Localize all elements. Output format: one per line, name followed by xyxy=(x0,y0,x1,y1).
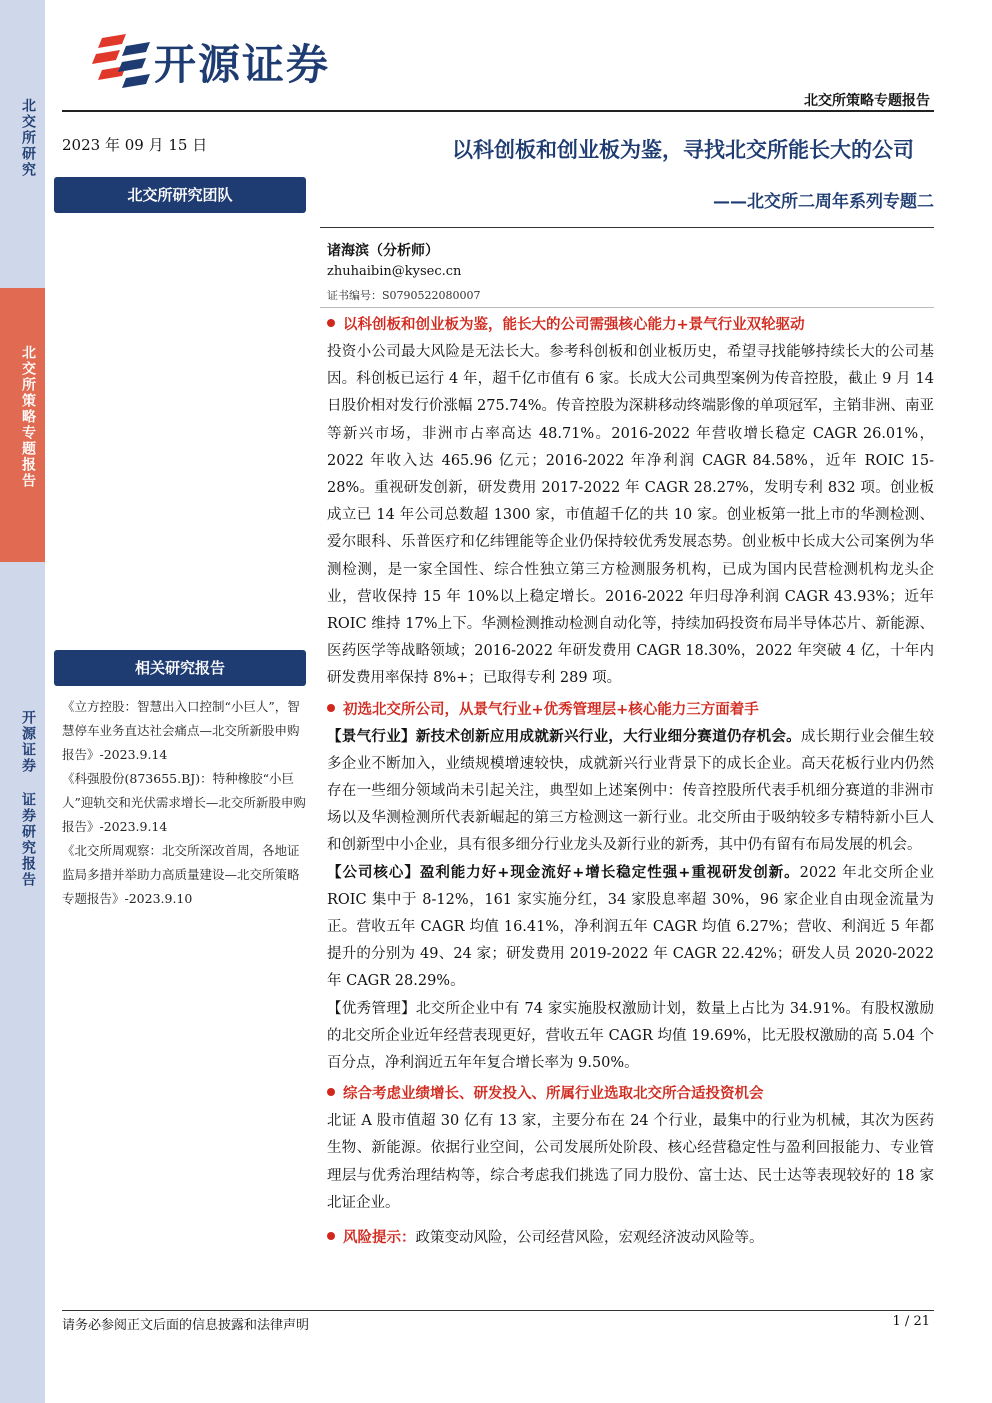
page-number: 1 / 21 xyxy=(892,1314,930,1329)
bullet-icon xyxy=(327,704,335,712)
team-banner: 北交所研究团队 xyxy=(54,177,306,213)
side-label-middle: 北交所策略专题报告 xyxy=(20,345,36,489)
bullet-icon xyxy=(327,1232,335,1240)
section-heading: 综合考虑业绩增长、研发投入、所属行业选取北交所合适投资机会 xyxy=(327,1081,934,1108)
logo-text: 开源证券 xyxy=(154,40,331,89)
related-reports-heading: 相关研究报告 xyxy=(54,650,306,686)
report-body xyxy=(327,312,934,1252)
report-title: 以科创板和创业板为鉴，寻找北交所能长大的公司 xyxy=(452,138,914,162)
section-paragraph: 投资小公司最大风险是无法长大。参考科创板和创业板历史，希望寻找能够持续长大的公司基因。科创板已运行 4 年，超千亿市值有 6 家。长成大公司典型案例为传音控股，截止 9 月 14 日股价相对发行价涨幅 275.74%。传音控股为深耕移动终端影像的单项冠军，主销非洲、南亚等新兴市场，非洲市占率高达 48.71%。2016-2022 年营收增长稳定 CAGR 26.01%，2022 年收入达 465.96 亿元；2016-2022 年净利润 CAGR 84.58%，近年 ROIC 15-28%。重视研发创新，研发费用 2017-2022 年 CAGR 28.27%，发明专利 832 项。创业板成立已 14 年公司总数超 1300 家，市值超千亿的共 10 家。创业板第一批上市的华测检测、爱尔眼科、乐普医疗和亿纬锂能等企业仍保持较优秀发展态势。创业板中长成大公司案例为华测检测，是一家全国性、综合性独立第三方检测服务机构，已成为国内民营检测机构龙头企业，营收保持 15 年 10%以上稳定增长。2016-2022 年归母净利润 CAGR 43.93%；近年 ROIC 维持 17%上下。华测检测推动检测自动化等，持续加码投资布局半导体芯片、新能源、医药医学等战略领域；2016-2022 年研发费用 CAGR 18.30%，2022 年突破 4 亿，十年内研发费用率保持 8%+；已取得专利 289 项。 xyxy=(327,344,934,687)
related-report-item[interactable]: 《立方控股：智慧出入口控制“小巨人”，智慧停车业务直达社会痛点—北交所新股申购报告》-2023.9.14 xyxy=(62,699,300,762)
report-subtitle: ——北交所二周年系列专题二 xyxy=(713,192,934,212)
footer-disclaimer: 请务必参阅正文后面的信息披露和法律声明 xyxy=(62,1318,310,1333)
bullet-icon xyxy=(327,1088,335,1096)
section-paragraph: 【优秀管理】北交所企业中有 74 家实施股权激励计划，数量上占比为 34.91%。有股权激励的北交所企业近年经营表现更好，营收五年 CAGR 均值 19.69%，比无股权激励的高 5.04 个百分点，净利润近五年年复合增长率为 9.50%。 xyxy=(327,1000,934,1072)
header-divider xyxy=(62,110,934,112)
side-label-bottom: 开源证券 证券研究报告 xyxy=(20,710,36,888)
related-report-item[interactable]: 《科强股份(873655.BJ)：特种橡胶“小巨人”迎轨交和光伏需求增长—北交所新股申购报告》-2023.9.14 xyxy=(62,771,306,834)
title-divider xyxy=(320,227,934,228)
side-strip xyxy=(0,0,45,1403)
section-paragraph: 【景气行业】新技术创新应用成就新兴行业，大行业细分赛道仍存机会。成长期行业会催生较多企业不断加入，业绩规模增速较快，成就新兴行业背景下的成长企业。高天花板行业内仍然存在一些细分领域尚未引起关注，典型如上述案例中：传音控股所代表手机细分赛道的非洲市场以及华测检测所代表新崛起的第三方检测这一新行业。北交所由于吸纳较多专精特新小巨人和创新型中小企业，具有很多细分行业龙头及新行业的新秀，其中仍有留有布局发展的机会。 xyxy=(327,728,934,854)
section-paragraph: 【公司核心】盈利能力好+现金流好+增长稳定性强+重视研发创新。2022 年北交所企业 ROIC 集中于 8-12%，161 家实施分红，34 家股息率超 30%，96 家企业自由现金流量为正。营收五年 CAGR 均值 16.41%，净利润五年 CAGR 均值 6.27%；营收、利润近 5 年都提升的分别为 49、24 家；研发费用 2019-2022 年 CAGR 22.42%；研发人员 2020-2022 年 CAGR 28.29%。 xyxy=(327,864,934,990)
footer-divider xyxy=(62,1310,934,1311)
side-label-top: 北交所研究 xyxy=(20,98,36,178)
bullet-icon xyxy=(327,319,335,327)
section-paragraph: 北证 A 股市值超 30 亿有 13 家，主要分布在 24 个行业，最集中的行业为机械，其次为医药生物、新能源。依据行业空间，公司发展所处阶段、核心经营稳定性与盈利回报能力、专业管理层与优秀治理结构等，综合考虑我们挑选了同力股份、富士达、民士达等表现较好的 18 家北证企业。 xyxy=(327,1113,934,1211)
related-report-item[interactable]: 《北交所周观察：北交所深改首周，各地证监局多措并举助力高质量建设—北交所策略专题报告》-2023.9.10 xyxy=(62,843,300,906)
author-divider xyxy=(320,307,934,308)
section-heading: 初选北交所公司，从景气行业+优秀管理层+核心能力三方面着手 xyxy=(327,697,934,724)
risk-note: 风险提示：政策变动风险，公司经营风险，宏观经济波动风险等。 xyxy=(327,1225,934,1252)
section-heading: 以科创板和创业板为鉴，能长大的公司需强核心能力+景气行业双轮驱动 xyxy=(327,312,934,339)
analyst-cert: 证书编号：S0790522080007 xyxy=(327,289,481,302)
analyst-name: 诸海滨（分析师） xyxy=(327,243,439,259)
report-type-label: 北交所策略专题报告 xyxy=(804,93,930,109)
logo-mark-icon xyxy=(92,30,152,90)
related-reports-list xyxy=(62,695,310,911)
company-logo xyxy=(92,30,372,94)
analyst-email[interactable]: zhuhaibin@kysec.cn xyxy=(327,264,462,279)
report-date: 2023 年 09 月 15 日 xyxy=(62,136,208,154)
